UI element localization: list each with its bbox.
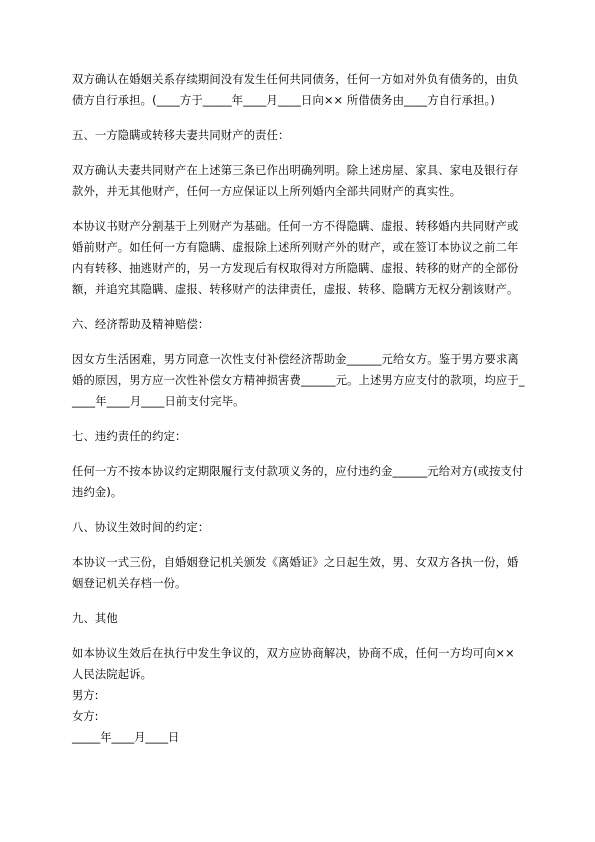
section-6-heading: 六、经济帮助及精神赔偿： [72, 318, 210, 331]
debt-clause: 双方确认在婚姻关系存续期间没有发生任何共同债务，任何一方如对外负有债务的，由负债方自行承担。(____方于_____年____月____日向×× 所借债务由____方自行承担。) [72, 73, 519, 107]
signing-date-line: _____年____月____日 [72, 731, 180, 744]
woman-signature-label: 女方: [72, 710, 99, 723]
section-8-paragraph: 本协议一式三份，自婚姻登记机关颁发《离婚证》之日起生效，男、女双方各执一份，婚姻登记机关存档一份。 [72, 556, 519, 590]
section-6-paragraph: 因女方生活困难，男方同意一次性支付补偿经济帮助金______元给女方。鉴于男方要求离婚的原因，男方应一次性补偿女方精神损害费______元。上述男方应支付的款项，均应于_____年____月____日前支付完毕。 [72, 353, 525, 408]
section-7-heading: 七、违约责任的约定： [72, 430, 187, 443]
section-5-heading: 五、一方隐瞒或转移夫妻共同财产的责任： [72, 129, 290, 142]
document-page [72, 69, 528, 748]
section-7-paragraph: 任何一方不按本协议约定期限履行支付款项义务的，应付违约金______元给对方(或按支付违约金)。 [72, 465, 524, 499]
section-5-paragraph-1: 双方确认夫妻共同财产在上述第三条已作出明确列明。除上述房屋、家具、家电及银行存款外，并无其他财产，任何一方应保证以上所列婚内全部共同财产的真实性。 [72, 164, 519, 198]
section-8-heading: 八、协议生效时间的约定： [72, 521, 210, 534]
man-signature-label: 男方: [72, 689, 99, 702]
section-9-heading: 九、其他 [72, 612, 118, 625]
section-9-paragraph: 如本协议生效后在执行中发生争议的，双方应协商解决，协商不成，任何一方均可向×× 人民法院起诉。 [72, 647, 515, 681]
section-5-paragraph-2: 本协议书财产分割基于上列财产为基础。任何一方不得隐瞒、虚报、转移婚内共同财产或婚前财产。如任何一方有隐瞒、虚报除上述所列财产外的财产，或在签订本协议之前二年内有转移、抽逃财产的，另一方发现后有权取得对方所隐瞒、虚报、转移的财产的全部份额，并追究其隐瞒、虚报、转移财产的法律责任，虚报、转移、隐瞒方无权分割该财产。 [72, 220, 519, 296]
